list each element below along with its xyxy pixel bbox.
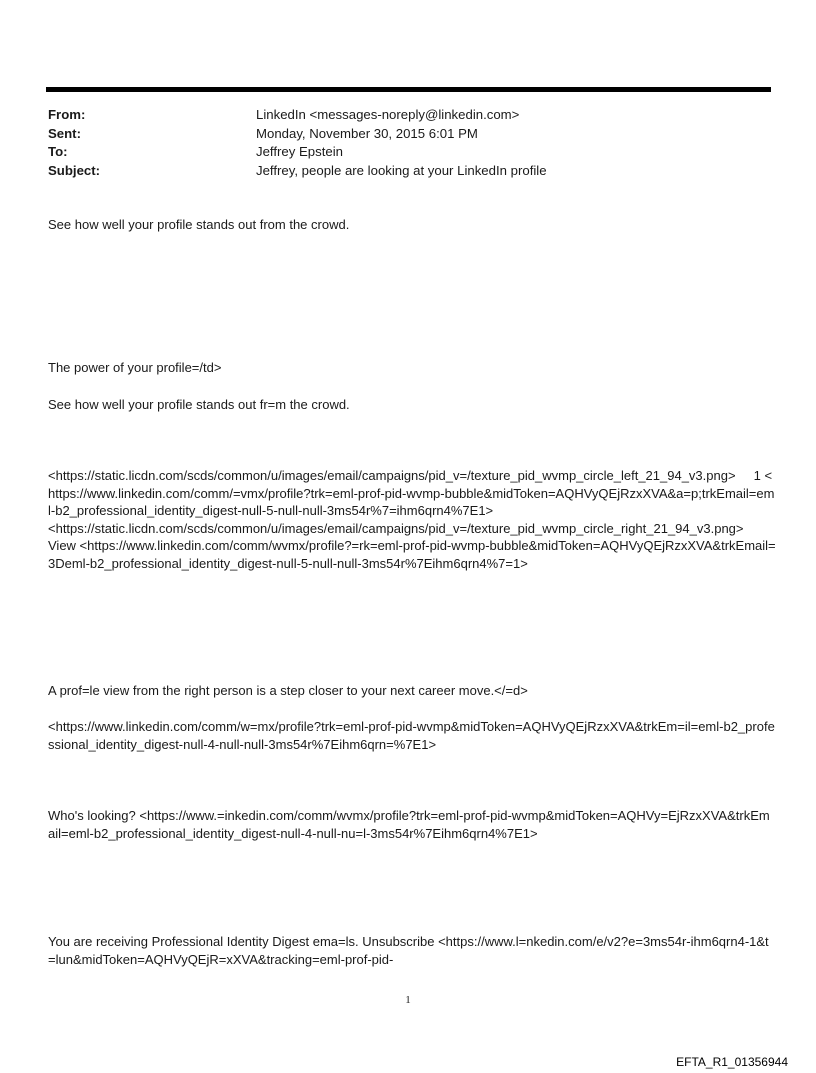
unsubscribe-paragraph: You are receiving Professional Identity Digest ema=ls. Unsubscribe <https://www.l=nkedin.com/e/v2?e=3ms54r-ihm6qrn4-1&t=lun&midToken=AQHVyQEjR=xXVA&tracking=eml-prof-pid-: [48, 934, 769, 967]
to-value: Jeffrey Epstein: [256, 144, 343, 159]
sent-label: Sent:: [48, 125, 81, 141]
page-number: 1: [405, 994, 411, 1006]
header-rule: [46, 87, 771, 92]
to-row: [48, 143, 547, 162]
email-header: [48, 106, 547, 180]
subject-row: [48, 162, 547, 181]
whos-looking-paragraph: Who's looking? <https://www.=inkedin.com/comm/wvmx/profile?trk=eml-prof-pid-wvmp&midToken=AQHVy=EjRzxXVA&trkEmail=eml-b2_professional_identity_digest-null-4-null-nu=l-3ms54r%7Eihm6qrn4%7E1>: [48, 808, 770, 841]
sent-value: Monday, November 30, 2015 6:01 PM: [256, 125, 478, 141]
body-paragraph-1: See how well your profile stands out from the crowd.: [48, 217, 350, 232]
body-link-block: <https://static.licdn.com/scds/common/u/images/email/campaigns/pid_v=/texture_pid_wvmp_circle_left_21_94_v3.png> 1 <https://www.linkedin.com/comm/=vmx/profile?trk=eml-prof-pid-wvmp-bubble&midToken=AQHVyQEjRzxXVA&a=p;trkEmail=eml-b2_professional_identity_digest-null-5-null-null-3ms54r%7=ihm6qrn4%7E1> <https://static.licdn.com/scds/common/u/images/email/campaigns/pid_v=/texture_pid_wvmp_circle_right_21_94_v3.png> View <https://www.linkedin.com/comm/wvmx/profile?=rk=eml-prof-pid-wvmp-bubble&midToken=AQHVyQEjRzxXVA&trkEmail=3Deml-b2_professional_identity_digest-null-5-null-null-3ms54r%7Eihm6qrn4%7=1>: [48, 468, 776, 571]
to-label: To:: [48, 144, 68, 159]
body-paragraph-3: See how well your profile stands out fr=m the crowd.: [48, 397, 350, 412]
from-label: From:: [48, 107, 86, 122]
bates-number: EFTA_R1_01356944: [676, 1055, 788, 1069]
subject-label: Subject:: [48, 162, 101, 178]
body-link-paragraph: <https://www.linkedin.com/comm/w=mx/profile?trk=eml-prof-pid-wvmp&midToken=AQHVyQEjRzxXVA&trkEm=il=eml-b2_professional_identity_digest-null-4-null-null-3ms54r%7Eihm6qrn=%7E1>: [48, 719, 775, 752]
subject-value: Jeffrey, people are looking at your LinkedIn profile: [256, 162, 547, 178]
from-value: LinkedIn <messages-noreply@linkedin.com>: [256, 107, 520, 122]
body-paragraph-5: A prof=le view from the right person is a step closer to your next career move.</=d>: [48, 683, 528, 698]
from-row: [48, 106, 547, 125]
sent-row: [48, 125, 547, 144]
body-paragraph-2: The power of your profile=/td>: [48, 360, 222, 375]
